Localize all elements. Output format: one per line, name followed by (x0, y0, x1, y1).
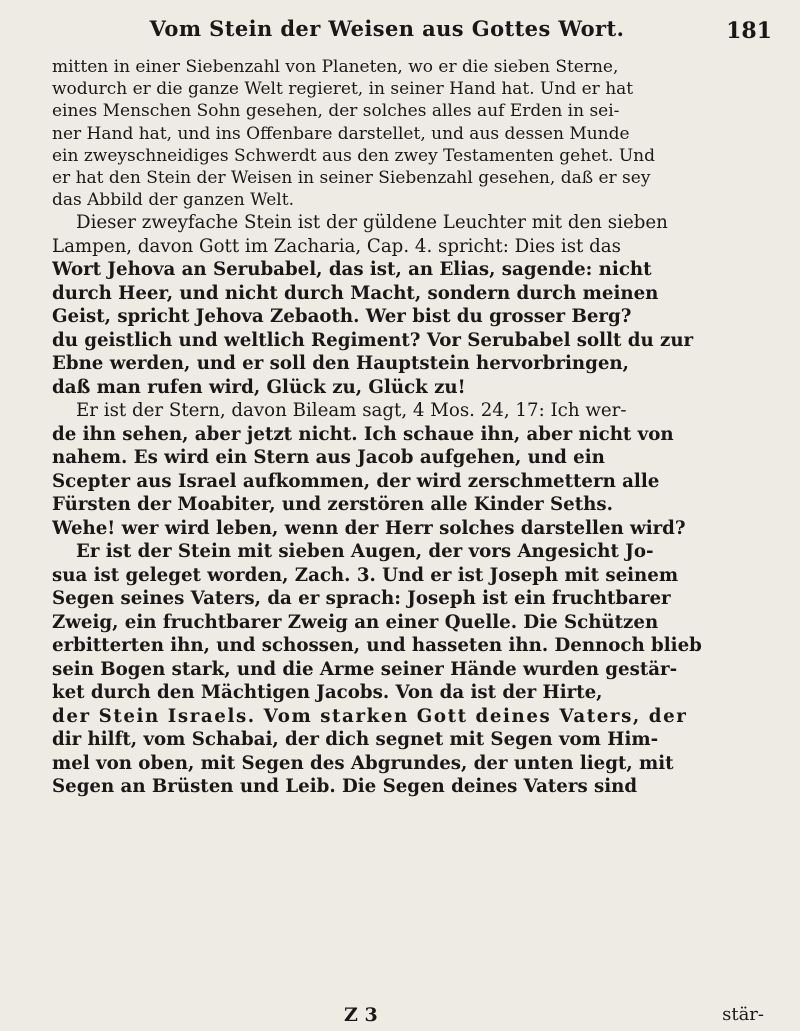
text-line: Geist, spricht Jehova Zebaoth. Wer bist du grosser Berg? (52, 306, 632, 328)
text-line: Fürsten der Moabiter, und zerstören alle Kinder Seths. (52, 494, 613, 516)
text-line: erbitterten ihn, und schossen, und hasseten ihn. Dennoch blieb (52, 635, 702, 657)
catchword: stär- (722, 1004, 764, 1025)
text-line: daß man rufen wird, Glück zu, Glück zu! (52, 376, 466, 398)
text-line: Segen an Brüsten und Leib. Die Segen deines Vaters sind (52, 776, 638, 798)
text-line: er hat den Stein der Weisen in seiner Siebenzahl gesehen, daß er sey (52, 168, 651, 189)
paragraph-4 (52, 540, 780, 799)
body-text (52, 56, 780, 799)
text-line: Scepter aus Israel aufkommen, der wird zerschmettern alle (52, 470, 660, 492)
text-line: der Stein Israels. Vom starken Gott deines Vaters, der (52, 705, 688, 727)
text-line: dir hilft, vom Schabai, der dich segnet mit Segen vom Him- (52, 729, 659, 751)
signature-mark: Z 3 (344, 1004, 378, 1026)
text-line: mel von oben, mit Segen des Abgrundes, der unten liegt, mit (52, 752, 674, 774)
text-line: Wehe! wer wird leben, wenn der Herr solches darstellen wird? (52, 517, 686, 539)
text-line: durch Heer, und nicht durch Macht, sondern durch meinen (52, 282, 659, 304)
text-line: Lampen, davon Gott im Zacharia, Cap. 4. spricht: Dies ist das (52, 235, 621, 257)
text-line: Zweig, ein fruchtbarer Zweig an einer Quelle. Die Schützen (52, 611, 659, 633)
paragraph-3 (52, 399, 780, 540)
text-line: ket durch den Mächtigen Jacobs. Von da ist der Hirte, (52, 682, 603, 704)
text-line: wodurch er die ganze Welt regieret, in seiner Hand hat. Und er hat (52, 79, 634, 100)
text-line: Wort Jehova an Serubabel, das ist, an Elias, sagende: nicht (52, 259, 652, 281)
text-line: Er ist der Stern, davon Bileam sagt, 4 Mos. 24, 17: Ich wer- (76, 400, 627, 422)
text-line: mitten in einer Siebenzahl von Planeten, wo er die sieben Sterne, (52, 57, 619, 77)
page-number: 181 (726, 18, 772, 44)
text-line: nahem. Es wird ein Stern aus Jacob aufgehen, und ein (52, 447, 605, 469)
text-line: ner Hand hat, und ins Offenbare darstellet, und aus dessen Munde (52, 123, 630, 144)
paragraph-2 (52, 211, 780, 399)
page-footer (52, 1004, 780, 1028)
text-line: de ihn sehen, aber jetzt nicht. Ich schaue ihn, aber nicht von (52, 423, 674, 445)
text-line: das Abbild der ganzen Welt. (52, 190, 294, 211)
text-line: du geistlich und weltlich Regiment? Vor Serubabel sollt du zur (52, 329, 694, 351)
text-line: Er ist der Stein mit sieben Augen, der vors Angesicht Jo- (76, 541, 654, 563)
text-line: Ebne werden, und er soll den Hauptstein hervorbringen, (52, 353, 629, 375)
text-line: sua ist geleget worden, Zach. 3. Und er ist Joseph mit seinem (52, 564, 679, 586)
text-line: Dieser zweyfache Stein ist der güldene Leuchter mit den sieben (76, 212, 668, 234)
text-line: Segen seines Vaters, da er sprach: Joseph ist ein fruchtbarer (52, 588, 671, 610)
text-line: eines Menschen Sohn gesehen, der solches alles auf Erden in sei- (52, 101, 620, 122)
text-line: sein Bogen stark, und die Arme seiner Hände wurden gestär- (52, 658, 678, 680)
paragraph-1 (52, 56, 780, 211)
running-head: Vom Stein der Weisen aus Gottes Wort. (149, 16, 625, 41)
page-header (64, 10, 780, 50)
text-line: ein zweyschneidiges Schwerdt aus den zwey Testamenten gehet. Und (52, 145, 656, 166)
